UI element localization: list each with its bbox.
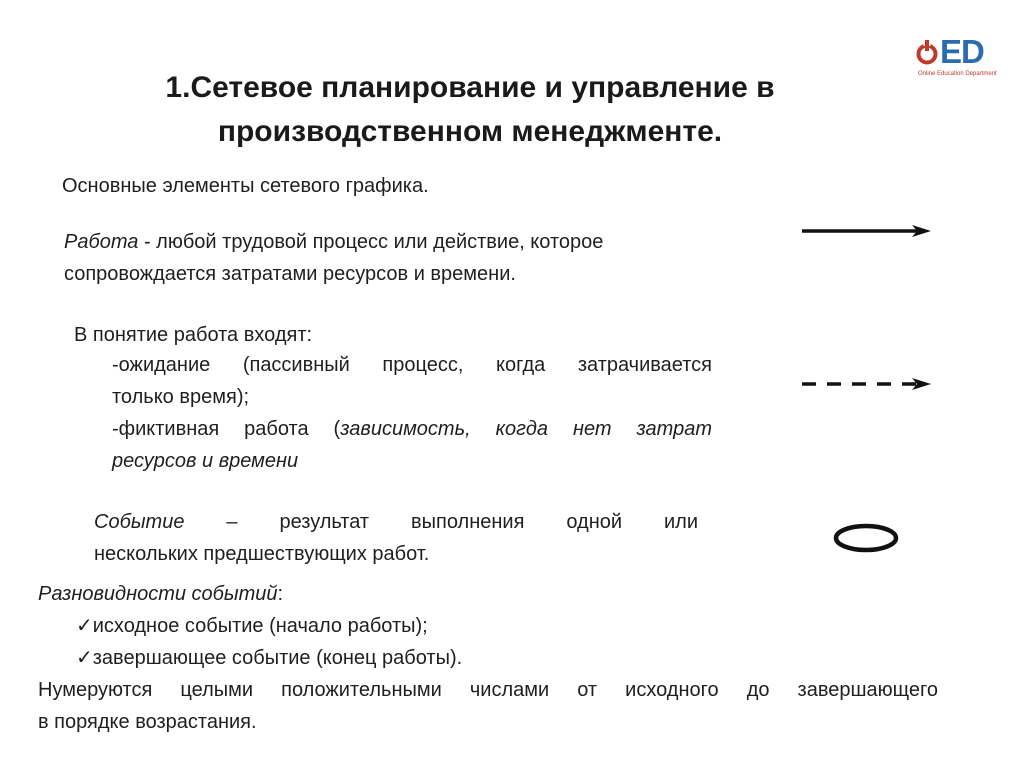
section-subtitle: Основные элементы сетевого графика. bbox=[62, 175, 429, 197]
numbering-note bbox=[38, 674, 938, 738]
oed-logo bbox=[914, 34, 1006, 84]
numbering-line-1: Нумеруются целыми положительными числами от исходного до завершающего bbox=[38, 679, 938, 701]
logo-subtitle: Online Education Department bbox=[918, 71, 997, 77]
kinds-item-end: ✓завершающее событие (конец работы). bbox=[76, 647, 463, 669]
kinds-item-start: ✓исходное событие (начало работы); bbox=[76, 615, 428, 637]
event-term: Событие bbox=[94, 511, 185, 533]
slide-title bbox=[40, 66, 900, 154]
wait-line-2: только время); bbox=[112, 386, 250, 408]
wait-line-1: -ожидание (пассивный процесс, когда затрачивается bbox=[112, 354, 712, 376]
title-line-2: производственном менеджменте. bbox=[217, 115, 723, 148]
work-line-2: сопровождается затратами ресурсов и времени. bbox=[64, 263, 516, 285]
logo-text: ED bbox=[940, 33, 984, 70]
event-line-1: – результат выполнения одной или bbox=[184, 511, 698, 533]
fictive-line-2: ресурсов и времени bbox=[112, 450, 299, 472]
power-o-icon bbox=[916, 39, 938, 65]
title-line-1: 1.Сетевое планирование и управление в bbox=[165, 71, 775, 104]
concept-heading: В понятие работа входят: bbox=[74, 324, 313, 346]
numbering-line-2: в порядке возрастания. bbox=[38, 711, 257, 733]
solid-arrow-icon bbox=[800, 221, 934, 241]
event-definition bbox=[94, 506, 698, 570]
dashed-arrow-icon bbox=[800, 374, 934, 394]
concept-list bbox=[112, 349, 712, 477]
fictive-line-1: -фиктивная работа (зависимость, когда нет затрат bbox=[112, 418, 712, 440]
kinds-heading: Разновидности событий bbox=[38, 583, 278, 605]
event-line-2: нескольких предшествующих работ. bbox=[94, 543, 430, 565]
work-term: Работа bbox=[64, 231, 139, 253]
work-definition bbox=[64, 226, 724, 290]
event-kinds: Разновидности событий: ✓исходное событие (начало работы); ✓завершающее событие (конец работы). bbox=[38, 578, 938, 674]
ellipse-event-icon bbox=[830, 520, 902, 556]
work-line-1: - любой трудовой процесс или действие, которое bbox=[138, 231, 604, 253]
